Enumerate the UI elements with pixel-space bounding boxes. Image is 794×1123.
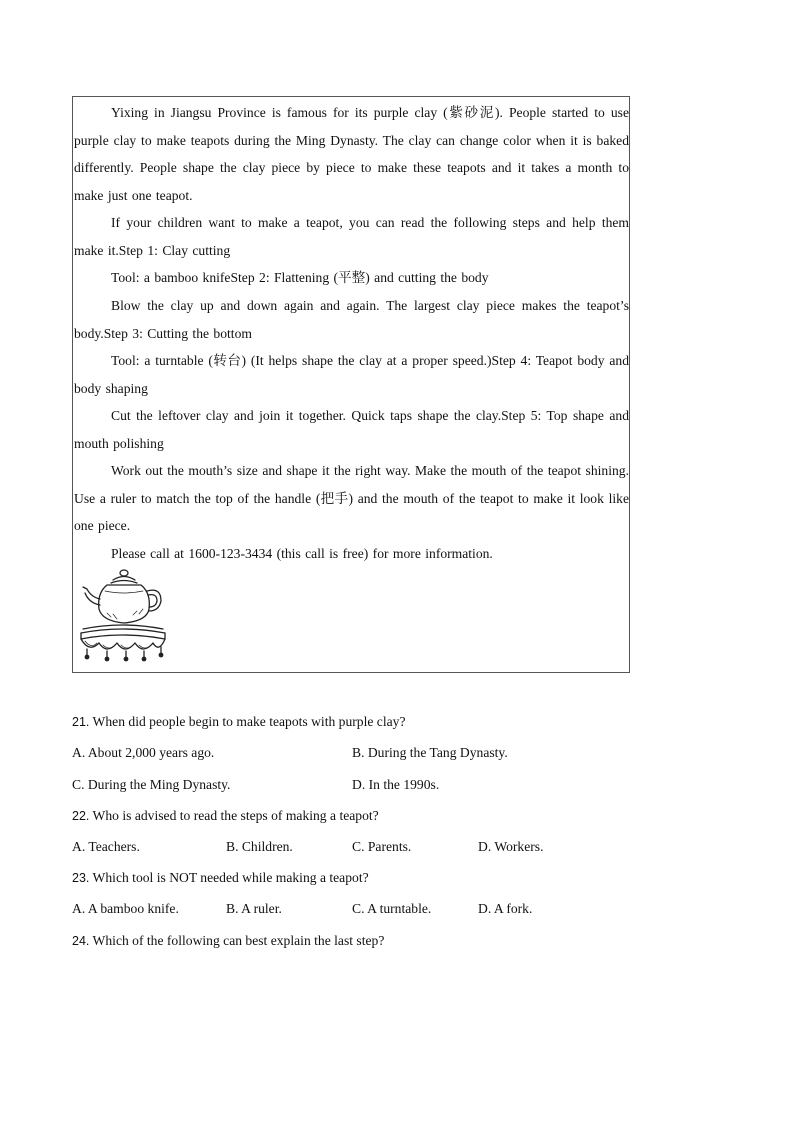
question-21 [72, 713, 405, 731]
option-22-a[interactable]: A. Teachers. [72, 839, 140, 854]
passage-paragraph-polishing: Work out the mouth’s size and shape it the right way. Make the mouth of the teapot shining. Use a ruler to match the top of the handle (把手) and the mouth of the teapot to make it look like one piece. [74, 463, 629, 534]
reading-passage-box [72, 96, 630, 673]
question-number: 23. [72, 871, 90, 885]
option-21-b[interactable]: B. During the Tang Dynasty. [352, 745, 508, 760]
question-text: Who is advised to read the steps of making a teapot? [92, 808, 379, 823]
question-number: 22. [72, 809, 90, 823]
passage-paragraph-steps-intro: If your children want to make a teapot, you can read the following steps and help them make it.Step 1: Clay cutting [74, 215, 629, 258]
passage-paragraph-contact: Please call at 1600-123-3434 (this call is free) for more information. [111, 546, 493, 561]
option-22-b[interactable]: B. Children. [226, 839, 293, 854]
option-22-d[interactable]: D. Workers. [478, 839, 544, 854]
question-text: Which tool is NOT needed while making a teapot? [92, 870, 369, 885]
passage-paragraph-step-3: Blow the clay up and down again and again. The largest clay piece makes the teapot’s body.Step 3: Cutting the bottom [74, 298, 629, 341]
option-21-d[interactable]: D. In the 1990s. [352, 777, 440, 792]
question-24 [72, 932, 384, 950]
question-23 [72, 869, 369, 887]
option-21-a[interactable]: A. About 2,000 years ago. [72, 745, 215, 760]
passage-paragraph-step-4: Tool: a turntable (转台) (It helps shape the clay at a proper speed.)Step 4: Teapot body and body shaping [74, 353, 629, 396]
passage-paragraph-step-5: Cut the leftover clay and join it together. Quick taps shape the clay.Step 5: Top shape and mouth polishing [74, 408, 629, 451]
option-23-b[interactable]: B. A ruler. [226, 901, 282, 916]
teapot-on-turntable-icon [77, 567, 167, 663]
option-21-c[interactable]: C. During the Ming Dynasty. [72, 777, 231, 792]
question-number: 24. [72, 934, 90, 948]
question-number: 21. [72, 715, 90, 729]
option-22-c[interactable]: C. Parents. [352, 839, 412, 854]
question-22 [72, 807, 379, 825]
question-text: When did people begin to make teapots with purple clay? [92, 714, 406, 729]
option-23-a[interactable]: A. A bamboo knife. [72, 901, 179, 916]
option-23-c[interactable]: C. A turntable. [352, 901, 432, 916]
passage-paragraph-intro: Yixing in Jiangsu Province is famous for its purple clay (紫砂泥). People started to use purple clay to make teapots during the Ming Dynasty. The clay can change color when it is baked differently. People shape the clay piece by piece to make these teapots and it takes a month to make just one teapot. [74, 105, 629, 203]
option-23-d[interactable]: D. A fork. [478, 901, 533, 916]
passage-paragraph-step-2: Tool: a bamboo knifeStep 2: Flattening (平整) and cutting the body [111, 270, 489, 285]
question-text: Which of the following can best explain the last step? [92, 933, 385, 948]
